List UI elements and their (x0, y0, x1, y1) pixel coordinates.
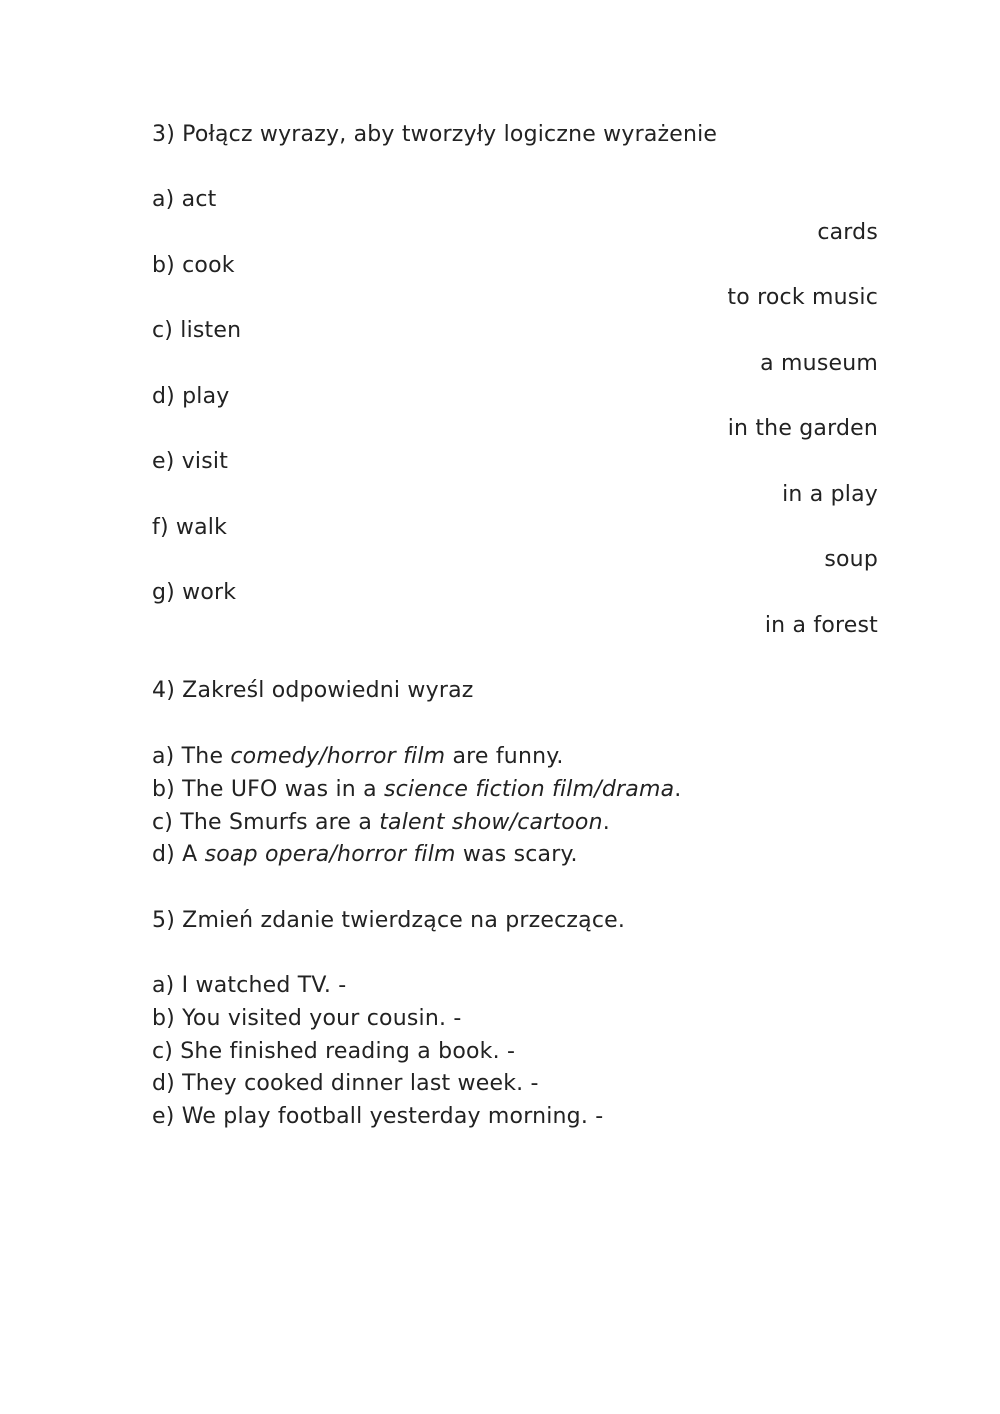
choice-sentence-a (152, 742, 564, 772)
negation-sentence-b: b) You visited your cousin. - (152, 1006, 462, 1031)
sentence-prefix: d) A (152, 842, 205, 867)
sentence-suffix: are funny. (445, 744, 564, 769)
choice-sentence-c (152, 808, 610, 838)
section4-heading: 4) Zakreśl odpowiedni wyraz (152, 678, 474, 703)
match-right-item-5: in a play (782, 482, 878, 507)
sentence-prefix: a) The (152, 744, 231, 769)
choice-words[interactable]: science fiction film/drama (383, 777, 675, 802)
match-right-item-3: a museum (760, 351, 878, 376)
section5-heading: 5) Zmień zdanie twierdzące na przeczące. (152, 908, 626, 933)
match-left-item-c: c) listen (152, 318, 242, 343)
match-right-item-6: soup (824, 547, 878, 572)
choice-sentence-d (152, 840, 578, 870)
match-left-item-g: g) work (152, 580, 237, 605)
match-left-item-d: d) play (152, 384, 230, 409)
negation-sentence-a: a) I watched TV. - (152, 973, 347, 998)
choice-words[interactable]: talent show/cartoon (379, 810, 603, 835)
match-right-item-2: to rock music (727, 285, 878, 310)
sentence-suffix: . (674, 777, 682, 802)
match-left-item-f: f) walk (152, 515, 228, 540)
match-right-item-1: cards (817, 220, 878, 245)
match-left-item-a: a) act (152, 187, 217, 212)
match-left-item-b: b) cook (152, 253, 235, 278)
sentence-prefix: b) The UFO was in a (152, 777, 384, 802)
match-right-item-7: in a forest (764, 613, 878, 638)
choice-sentence-b (152, 775, 681, 805)
sentence-suffix: was scary. (455, 842, 578, 867)
sentence-suffix: . (602, 810, 610, 835)
negation-sentence-c: c) She finished reading a book. - (152, 1039, 516, 1064)
section3-heading: 3) Połącz wyrazy, aby tworzyły logiczne wyrażenie (152, 122, 718, 147)
negation-sentence-d: d) They cooked dinner last week. - (152, 1071, 539, 1096)
sentence-prefix: c) The Smurfs are a (152, 810, 380, 835)
match-left-item-e: e) visit (152, 449, 229, 474)
negation-sentence-e: e) We play football yesterday morning. - (152, 1104, 604, 1129)
match-right-item-4: in the garden (727, 416, 878, 441)
choice-words[interactable]: soap opera/horror film (204, 842, 456, 867)
choice-words[interactable]: comedy/horror film (230, 744, 446, 769)
